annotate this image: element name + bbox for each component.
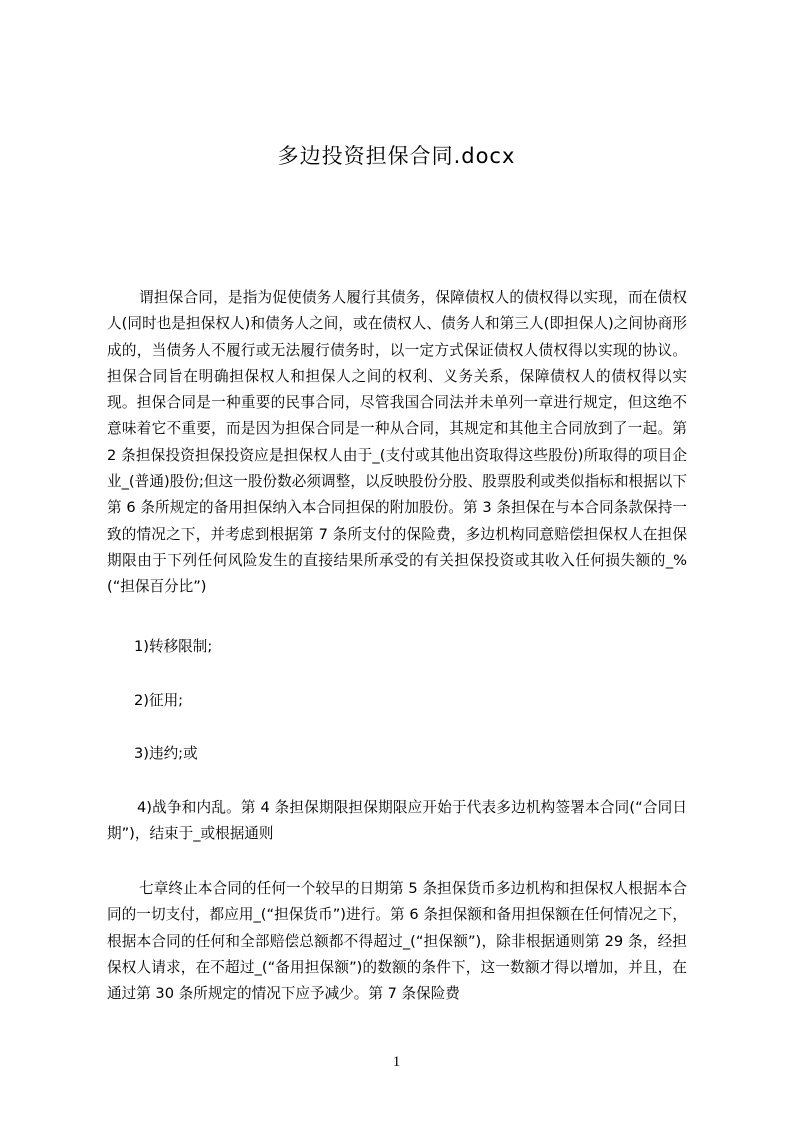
page-number: 1 [392, 1054, 401, 1070]
list-item-transfer-restriction: 1)转移限制; [134, 638, 213, 655]
list-item-expropriation: 2)征用; [134, 692, 184, 709]
paragraph-currency-and-amount: 七章终止本合同的任何一个较早的日期第 5 条担保货币多边机构和担保权人根据本合同的一切支付，都应用_(“担保货币”)进行。第 6 条担保额和备用担保额在任何情况之下，根据本合同的任何和全部赔偿总额都不得超过_(“担保额”)，除非根据通则第 29 条，经担保权人请求，在不超过_(“备用担保额”)的数额的条件下，这一数额才得以增加，并且，在通过第 30 条所规定的情况下应予减少。第 7 条保险费 [107, 880, 687, 1003]
document-title: 多边投资担保合同.docx [277, 144, 516, 168]
paragraph-intro: 谓担保合同，是指为促使债务人履行其债务，保障债权人的债权得以实现，而在债权人(同时也是担保权人)和债务人之间，或在债权人、债务人和第三人(即担保人)之间协商形成的，当债务人不履行或无法履行债务时，以一定方式保证债权人债权得以实现的协议。担保合同旨在明确担保权人和担保人之间的权利、义务关系，保障债权人的债权得以实现。担保合同是一种重要的民事合同，尽管我国合同法并未单列一章进行规定，但这绝不意味着它不重要，而是因为担保合同是一种从合同，其规定和其他主合同放到了一起。第 2 条担保投资担保投资应是担保权人由于_(支付或其他出资取得这些股份)所取得的项目企业_(普通)股份;但这一股份数必须调整，以反映股份分股、股票股利或类似指标和根据以下第 6 条所规定的备用担保纳入本合同担保的附加股份。第 3 条担保在与本合同条款保持一致的情况之下，并考虑到根据第 7 条所支付的保险费，多边机构同意赔偿担保权人在担保期限由于下列任何风险发生的直接结果所承受的有关担保投资或其收入任何损失额的_%(“担保百分比”) [107, 289, 687, 596]
list-item-breach: 3)违约;或 [134, 745, 198, 762]
paragraph-war-and-term: 4)战争和内乱。第 4 条担保期限担保期限应开始于代表多边机构签署本合同(“合同日期”)，结束于_或根据通则 [107, 799, 687, 843]
